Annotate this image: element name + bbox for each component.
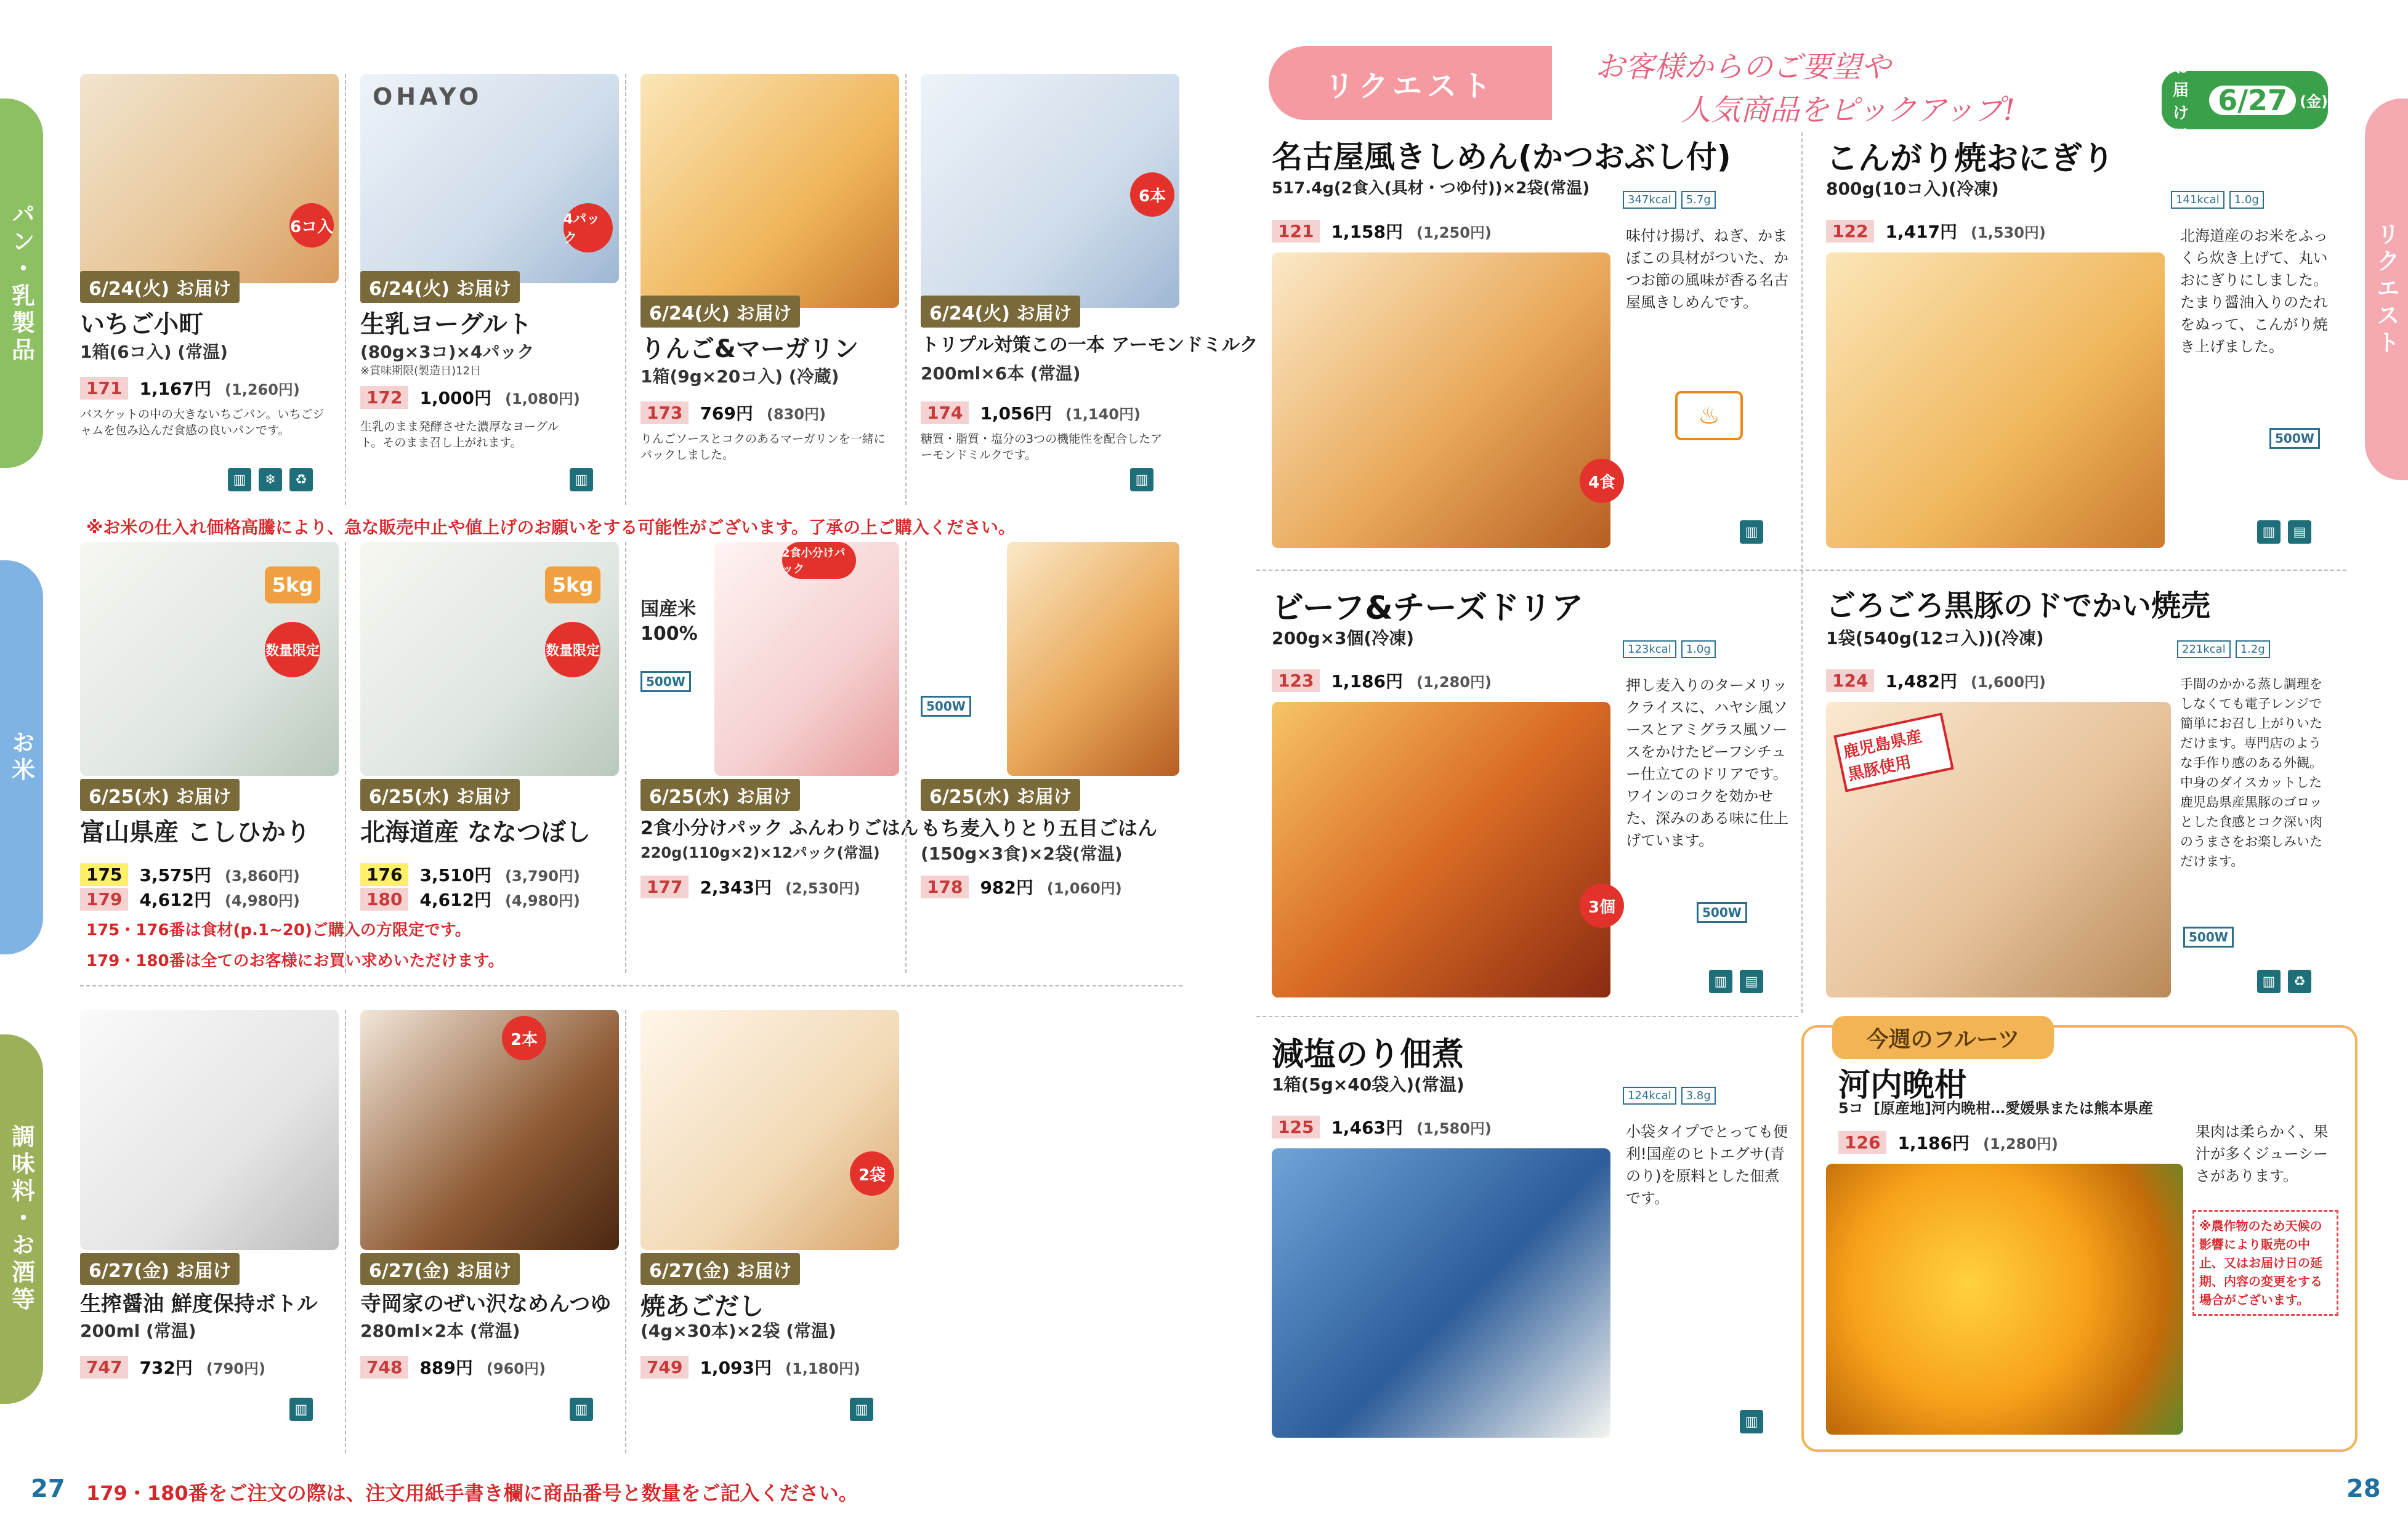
fruit-spec-row bbox=[1838, 1096, 2153, 1118]
product-photo bbox=[1007, 542, 1179, 776]
recycle-icon: ♻ bbox=[2288, 970, 2311, 993]
price: 889円 bbox=[419, 1358, 473, 1378]
product-spec: 200g×3個(冷凍) bbox=[1272, 628, 1415, 648]
divider bbox=[80, 985, 1182, 986]
delivery-day: (金) bbox=[2300, 93, 2328, 110]
product-name: りんご&マーガリン bbox=[640, 335, 859, 363]
limited-badge: 数量限定 bbox=[265, 622, 320, 677]
fridge-icon: ▥ bbox=[570, 1398, 593, 1421]
price: 1,000円 bbox=[419, 388, 492, 408]
calorie-value: 221kcal bbox=[2177, 640, 2231, 658]
price: 3,575円 bbox=[139, 865, 212, 885]
side-tab-rice[interactable] bbox=[0, 560, 43, 954]
price-row bbox=[80, 376, 300, 400]
product-description: 小袋タイプでとっても便利!国産のヒトエグサ(青のり)を原料とした佃煮です。 bbox=[1626, 1123, 1788, 1207]
salt-value: 5.7g bbox=[1681, 191, 1716, 209]
fridge-icon: ▥ bbox=[1740, 520, 1763, 544]
fruit-origin: [原産地]河内晩柑…愛媛県または熊本県産 bbox=[1873, 1100, 2153, 1117]
order-code: 172 bbox=[360, 386, 408, 409]
price-tax: (1,080円) bbox=[505, 390, 580, 408]
product-description: 北海道産のお米をふっくら炊き上げて、丸いおにぎりにしました。たまり醤油入りのたれをぬって、こんがり焼き上げました。 bbox=[2180, 227, 2328, 355]
price-tax: (1,250円) bbox=[1416, 224, 1492, 241]
product-name: いちご小町 bbox=[80, 310, 203, 339]
price-row bbox=[640, 400, 826, 425]
calorie-value: 141kcal bbox=[2171, 191, 2224, 209]
fridge-icon: ▥ bbox=[2257, 970, 2281, 993]
salt-value: 1.0g bbox=[2229, 191, 2264, 209]
price: 1,056円 bbox=[980, 403, 1052, 424]
product-spec: 200ml×6本 (常温) bbox=[921, 363, 1081, 384]
product-card-173[interactable] bbox=[640, 74, 899, 505]
price-tax: (830円) bbox=[766, 405, 826, 423]
product-photo bbox=[1826, 252, 2165, 548]
divider bbox=[345, 74, 346, 505]
order-code: 125 bbox=[1272, 1116, 1320, 1138]
price: 1,186円 bbox=[1897, 1133, 1970, 1153]
nutrition-info bbox=[1623, 191, 1716, 209]
product-spec: 517.4g(2食入(具材・つゆ付))×2袋(常温) bbox=[1272, 179, 1590, 198]
price-tax: (1,530円) bbox=[1971, 224, 2046, 241]
microwave-icon: 500W bbox=[2269, 428, 2320, 449]
quantity-badge: 4パック bbox=[564, 203, 613, 252]
fridge-icon: ▥ bbox=[1709, 970, 1732, 993]
delivery-label: お届け日 bbox=[2173, 58, 2189, 145]
fridge-icon: ▥ bbox=[850, 1398, 873, 1421]
salt-value: 1.2g bbox=[2236, 640, 2270, 658]
divider bbox=[1256, 1016, 1798, 1017]
nutrition-info bbox=[2177, 640, 2270, 658]
product-name: ビーフ&チーズドリア bbox=[1272, 590, 1584, 627]
order-code: 123 bbox=[1272, 669, 1320, 692]
product-spec: (80g×3コ)×4パック bbox=[360, 342, 535, 362]
product-card-126[interactable] bbox=[1826, 1059, 2337, 1441]
nutrition-info bbox=[1623, 640, 1716, 658]
product-description: 糖質・脂質・塩分の3つの機能性を配合したアーモンドミルクです。 bbox=[921, 432, 1163, 462]
product-name: 寺岡家のぜい沢なめんつゆ bbox=[360, 1292, 612, 1316]
price-tax: (1,140円) bbox=[1065, 405, 1141, 423]
fridge-icon: ▥ bbox=[1130, 468, 1153, 491]
delivery-date: 6/27(金) お届け bbox=[360, 1253, 520, 1285]
product-card-176[interactable] bbox=[360, 542, 619, 973]
price-tax: (1,260円) bbox=[225, 381, 300, 398]
product-card-749[interactable] bbox=[640, 1010, 899, 1453]
price-row bbox=[1838, 1130, 2058, 1154]
fruit-quantity: 5コ bbox=[1838, 1100, 1864, 1117]
nutrition-info bbox=[1623, 1087, 1716, 1105]
quantity-badge: 3個 bbox=[1580, 884, 1624, 928]
product-card-174[interactable] bbox=[921, 74, 1258, 505]
order-code: 171 bbox=[80, 377, 128, 400]
product-photo bbox=[360, 1010, 619, 1250]
order-code: 124 bbox=[1826, 669, 1874, 692]
price-tax: (1,060円) bbox=[1046, 879, 1122, 897]
price-row bbox=[80, 1355, 265, 1379]
price: 4,612円 bbox=[419, 890, 492, 910]
product-photo bbox=[640, 1010, 899, 1250]
price: 1,158円 bbox=[1331, 222, 1404, 242]
price-row bbox=[921, 400, 1141, 425]
quantity-badge: 2袋 bbox=[850, 1151, 894, 1196]
product-card-122[interactable] bbox=[1826, 132, 2337, 563]
product-description: 押し麦入りのターメリックライスに、ハヤシ風ソースとアミグラス風ソースをかけたビーフシチュー仕立てのドリアです。ワインのコクを効かせた、深みのある味に仕上げています。 bbox=[1626, 677, 1788, 849]
calorie-value: 123kcal bbox=[1623, 640, 1676, 658]
quantity-badge: 4食 bbox=[1580, 459, 1624, 503]
order-code: 122 bbox=[1826, 220, 1874, 243]
product-description: りんごソースとコクのあるマーガリンを一緒にパックしました。 bbox=[640, 432, 886, 462]
side-tab-label: リクエスト bbox=[2372, 222, 2400, 357]
product-name: 北海道産 ななつぼし bbox=[360, 818, 591, 847]
price: 1,167円 bbox=[139, 379, 212, 399]
product-name: 生乳ヨーグルト bbox=[360, 310, 532, 339]
order-code: 174 bbox=[921, 401, 969, 424]
price: 2,343円 bbox=[700, 877, 772, 898]
price-row-member bbox=[360, 862, 580, 887]
price-tax: (1,600円) bbox=[1971, 673, 2046, 691]
microwave-symbol-icon: ▤ bbox=[2288, 520, 2311, 544]
rice-footnote-2: 179・180番は全てのお客様にお買い求めいただけます。 bbox=[86, 952, 504, 970]
product-spec: 200ml (常温) bbox=[80, 1321, 196, 1341]
calorie-value: 124kcal bbox=[1623, 1087, 1676, 1105]
divider bbox=[1801, 132, 1803, 1013]
order-code: 126 bbox=[1838, 1131, 1886, 1154]
product-spec: 1箱(9g×20コ入) (冷蔵) bbox=[640, 366, 839, 387]
product-description: バスケットの中の大きないちごパン。いちごジャムを包み込んだ食感の良いパンです。 bbox=[80, 408, 325, 437]
product-name: 河内晩柑 bbox=[1838, 1067, 1967, 1104]
product-card-123[interactable] bbox=[1272, 582, 1795, 1013]
product-card-175[interactable] bbox=[80, 542, 339, 973]
product-name: 減塩のり佃煮 bbox=[1272, 1036, 1465, 1073]
product-name: トリプル対策この一本 アーモンドミルク bbox=[921, 334, 1258, 356]
request-handwriting-2: 人気商品をピックアップ! bbox=[1681, 93, 2016, 127]
product-photo bbox=[80, 74, 339, 283]
order-instruction-notice: 179・180番をご注文の際は、注文用紙手書き欄に商品番号と数量をご記入ください。 bbox=[86, 1481, 859, 1505]
boil-icon: ♨ bbox=[1675, 391, 1743, 440]
salt-value: 3.8g bbox=[1681, 1087, 1716, 1105]
order-code: 177 bbox=[640, 876, 689, 898]
delivery-date: 6/25(水) お届け bbox=[80, 779, 240, 811]
price: 1,463円 bbox=[1331, 1118, 1404, 1138]
origin-stamp: 鹿児島県産 黒豚使用 bbox=[1833, 712, 1954, 792]
product-description: 手間のかかる蒸し調理をしなくても電子レンジで簡単にお召し上がりいただけます。専門店のような手作り感のある外観。中身のダイスカットした鹿児島県産黒豚のゴロッとした食感とコク深い肉のうまさをお楽しみいただけます。 bbox=[2180, 677, 2322, 869]
price-tax: (2,530円) bbox=[785, 879, 860, 897]
product-photo bbox=[1826, 1164, 2183, 1435]
order-code: 180 bbox=[360, 888, 408, 911]
order-code: 179 bbox=[80, 888, 128, 911]
delivery-date: 6/27 bbox=[2218, 83, 2288, 117]
domestic-rice-label: 国産米 100% bbox=[640, 598, 698, 645]
product-spec: 1袋(540g(12コ入))(冷凍) bbox=[1826, 628, 2044, 648]
delivery-date: 6/25(水) お届け bbox=[921, 779, 1080, 811]
request-ribbon: リクエスト bbox=[1269, 46, 1552, 120]
price-tax: (1,280円) bbox=[1983, 1135, 2058, 1153]
price-tax: (4,980円) bbox=[505, 892, 580, 909]
recycle-icon: ♻ bbox=[289, 468, 313, 491]
delivery-date: 6/24(火) お届け bbox=[80, 271, 240, 303]
nutrition-info bbox=[2171, 191, 2264, 209]
fruit-caution: ※農作物のため天候の影響により販売の中止、又はお届け日の延期、内容の変更をする場合がございます。 bbox=[2192, 1210, 2338, 1316]
page-number-right: 28 bbox=[2346, 1475, 2381, 1503]
microwave-icon: 500W bbox=[921, 696, 971, 717]
side-tab-label: お米 bbox=[7, 730, 35, 784]
rice-price-notice: ※お米の仕入れ価格高騰により、急な販売中止や値上げのお願いをする可能性がございます。了承の上ご購入ください。 bbox=[86, 517, 1016, 538]
price-row bbox=[640, 874, 860, 899]
fruit-of-week-tag: 今週のフルーツ bbox=[1832, 1016, 2054, 1059]
product-name: ごろごろ黒豚のドでかい焼売 bbox=[1826, 589, 2211, 623]
product-description: 生乳のまま発酵させた濃厚なヨーグルト。そのまま召し上がれます。 bbox=[360, 420, 559, 449]
product-spec: (4g×30本)×2袋 (常温) bbox=[640, 1321, 836, 1341]
divider bbox=[625, 1010, 626, 1453]
order-code: 176 bbox=[360, 863, 408, 886]
order-code: 748 bbox=[360, 1356, 408, 1379]
price-row bbox=[360, 385, 580, 409]
price-tax: (1,580円) bbox=[1416, 1119, 1492, 1137]
product-card-177[interactable] bbox=[640, 542, 919, 973]
limited-badge: 数量限定 bbox=[545, 622, 600, 677]
product-card-178[interactable] bbox=[921, 542, 1179, 973]
product-description: 味付け揚げ、ねぎ、かまぼこの具材がついた、かつお節の風味が香る名古屋風きしめんです。 bbox=[1626, 227, 1788, 311]
price-row bbox=[1826, 668, 2046, 693]
quantity-badge: 6本 bbox=[1130, 172, 1174, 217]
product-name: 2食小分けパック ふんわりごはん bbox=[640, 818, 919, 839]
price-row bbox=[360, 1355, 546, 1379]
price-row bbox=[921, 874, 1122, 899]
delivery-date: 6/24(火) お届け bbox=[360, 271, 520, 303]
weight-badge: 5kg bbox=[545, 566, 600, 603]
price-row-general bbox=[80, 887, 300, 911]
product-card-747[interactable] bbox=[80, 1010, 339, 1453]
price: 982円 bbox=[980, 877, 1033, 898]
delivery-date-tag bbox=[2162, 58, 2328, 145]
price: 1,482円 bbox=[1885, 671, 1958, 691]
price: 1,417円 bbox=[1885, 222, 1958, 242]
divider bbox=[905, 74, 907, 505]
salt-value: 1.0g bbox=[1681, 640, 1716, 658]
product-card-748[interactable] bbox=[360, 1010, 619, 1453]
delivery-date: 6/25(水) お届け bbox=[360, 779, 520, 811]
order-code: 121 bbox=[1272, 220, 1320, 243]
fridge-icon: ▥ bbox=[1740, 1410, 1763, 1433]
product-photo bbox=[80, 1010, 339, 1250]
product-card-125[interactable] bbox=[1272, 1028, 1795, 1453]
price-tax: (790円) bbox=[206, 1360, 265, 1377]
microwave-icon: 500W bbox=[2183, 927, 2234, 948]
product-card-172[interactable] bbox=[360, 74, 619, 505]
price: 769円 bbox=[700, 403, 753, 424]
brand-logo: OHAYO bbox=[373, 83, 483, 110]
quantity-badge: 6コ入 bbox=[289, 203, 334, 248]
product-card-121[interactable] bbox=[1272, 132, 1795, 563]
microwave-icon: 500W bbox=[640, 671, 691, 692]
fridge-icon: ▥ bbox=[570, 468, 593, 491]
fridge-icon: ▥ bbox=[2257, 520, 2281, 544]
microwave-symbol-icon: ▤ bbox=[1740, 970, 1763, 993]
product-spec: 220g(110g×2)×12パック(常温) bbox=[640, 844, 880, 861]
divider bbox=[345, 542, 346, 973]
rice-footnote-1: 175・176番は食材(p.1~20)ご購入の方限定です。 bbox=[86, 921, 471, 940]
product-name: 名古屋風きしめん(かつおぶし付) bbox=[1272, 139, 1731, 175]
product-name: こんがり焼おにぎり bbox=[1826, 140, 2115, 177]
price-tax: (1,180円) bbox=[785, 1360, 860, 1377]
side-tab-request[interactable] bbox=[2365, 99, 2408, 480]
price-tax: (4,980円) bbox=[225, 892, 300, 909]
price-row-general bbox=[360, 887, 580, 911]
product-spec: 1箱(5g×40袋入)(常温) bbox=[1272, 1074, 1465, 1095]
order-code: 175 bbox=[80, 863, 128, 886]
price-tax: (3,860円) bbox=[225, 867, 300, 885]
product-spec: 1箱(6コ入) (常温) bbox=[80, 342, 228, 362]
product-photo bbox=[1272, 252, 1610, 548]
pack-badge: 2食小分けパック bbox=[782, 542, 856, 579]
product-photo bbox=[640, 74, 899, 308]
request-handwriting-1: お客様からのご要望や bbox=[1595, 50, 1891, 84]
price-row bbox=[1272, 668, 1492, 693]
product-photo bbox=[1272, 1148, 1610, 1438]
product-spec: 280ml×2本 (常温) bbox=[360, 1321, 520, 1341]
product-name: 生搾醤油 鮮度保持ボトル bbox=[80, 1292, 318, 1316]
divider bbox=[1256, 570, 2346, 571]
divider bbox=[625, 542, 626, 973]
side-tab-label: 調味料・お酒等 bbox=[7, 1124, 35, 1314]
delivery-date: 6/24(火) お届け bbox=[640, 296, 800, 328]
product-name: 富山県産 こしひかり bbox=[80, 818, 310, 847]
price-tax: (3,790円) bbox=[505, 867, 580, 885]
divider bbox=[345, 1010, 346, 1453]
price-tax: (960円) bbox=[486, 1360, 546, 1377]
weight-badge: 5kg bbox=[265, 566, 320, 603]
price: 4,612円 bbox=[139, 890, 212, 910]
price: 1,093円 bbox=[700, 1358, 772, 1378]
price-row bbox=[1272, 219, 1492, 243]
delivery-date: 6/25(水) お届け bbox=[640, 779, 800, 811]
delivery-date: 6/27(金) お届け bbox=[80, 1253, 240, 1285]
page-number-left: 27 bbox=[31, 1475, 65, 1503]
price: 732円 bbox=[139, 1358, 193, 1378]
price: 3,510円 bbox=[419, 865, 492, 885]
price-row bbox=[640, 1355, 860, 1379]
fridge-icon: ▥ bbox=[289, 1398, 313, 1421]
microwave-icon: 500W bbox=[1697, 902, 1747, 923]
price-row bbox=[1826, 219, 2046, 243]
product-spec: 800g(10コ入)(冷凍) bbox=[1826, 179, 1999, 199]
order-code: 178 bbox=[921, 876, 969, 898]
delivery-date: 6/24(火) お届け bbox=[921, 296, 1080, 328]
divider bbox=[625, 74, 626, 505]
price-row bbox=[1272, 1114, 1492, 1139]
product-spec: (150g×3食)×2袋(常温) bbox=[921, 844, 1123, 864]
delivery-date: 6/27(金) お届け bbox=[640, 1253, 800, 1285]
product-name: もち麦入りとり五目ごはん bbox=[921, 816, 1158, 840]
expiry-note: ※賞味期限(製造日)12日 bbox=[360, 365, 482, 377]
product-card-124[interactable] bbox=[1826, 582, 2337, 1013]
side-tab-seasoning[interactable] bbox=[0, 1034, 43, 1404]
side-tab-label: パン・乳製品 bbox=[7, 202, 35, 365]
divider bbox=[905, 542, 907, 973]
cold-icon: ❄ bbox=[259, 468, 282, 491]
price-row-member bbox=[80, 862, 300, 887]
order-code: 173 bbox=[640, 401, 689, 424]
product-description: 果肉は柔らかく、果汁が多くジューシーさがあります。 bbox=[2196, 1123, 2329, 1185]
product-card-171[interactable] bbox=[80, 74, 339, 505]
calorie-value: 347kcal bbox=[1623, 191, 1676, 209]
order-code: 747 bbox=[80, 1356, 128, 1379]
product-photo bbox=[1272, 702, 1610, 997]
order-code: 749 bbox=[640, 1356, 689, 1379]
price-tax: (1,280円) bbox=[1416, 673, 1492, 691]
side-tab-bread-dairy[interactable] bbox=[0, 99, 43, 468]
fridge-icon: ▥ bbox=[228, 468, 251, 491]
product-name: 焼あごだし bbox=[640, 1292, 764, 1321]
quantity-badge: 2本 bbox=[502, 1016, 546, 1060]
price: 1,186円 bbox=[1331, 671, 1404, 691]
